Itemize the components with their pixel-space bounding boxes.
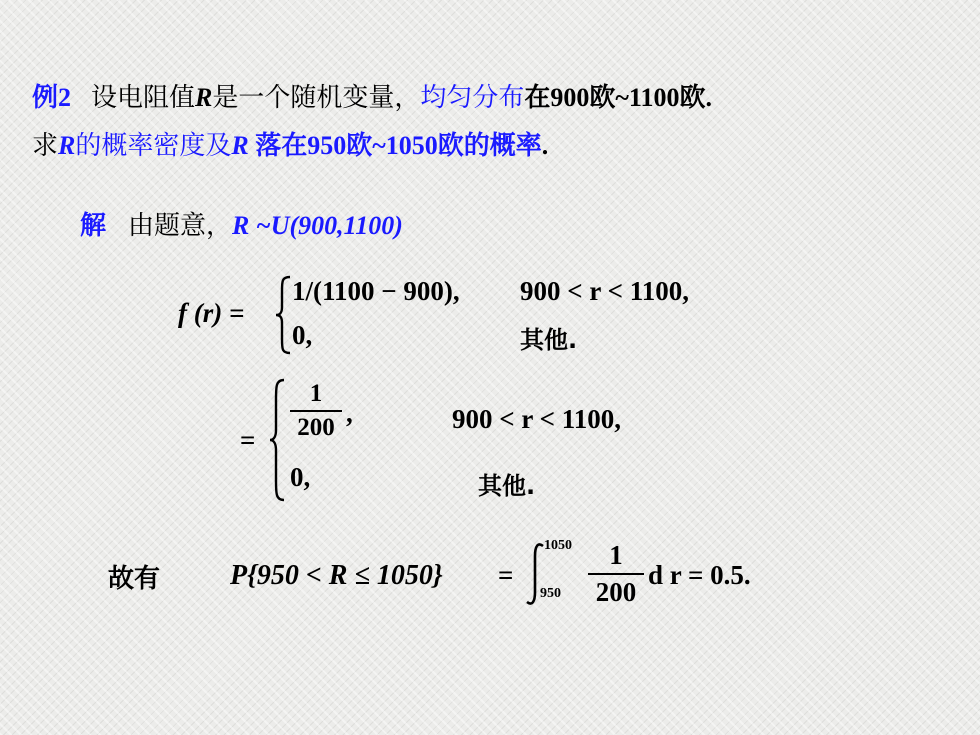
density1-case2-cond: 其他. [520,326,578,354]
result-equals: = [498,560,514,590]
probability-expression: P{950 < R ≤ 1050} [230,560,443,591]
density2-case2-cond: 其他. [478,472,536,500]
integral-upper-limit: 1050 [544,538,572,553]
fraction-numerator: 1 [309,380,323,407]
integrand-bar [588,573,644,575]
density1-case1-cond: 900 < r < 1100, [520,276,690,306]
problem-text-d: 的概率密度及 [75,131,232,161]
integral-lower-limit: 950 [540,586,561,601]
density1-case2-expr: 0, [292,320,313,350]
variable-r-3: R [231,131,249,160]
fraction-denominator: 200 [297,414,335,441]
left-brace-2 [268,378,288,502]
distribution-statement: R ~U(900,1100) [232,211,403,240]
integrand-numerator: 1 [609,540,623,570]
fraction-comma: , [346,398,353,428]
density2-case2-expr: 0, [290,462,311,492]
left-brace-1 [274,275,294,355]
example-label: 例2 [32,83,72,112]
variable-r: R [195,83,213,112]
problem-text-c: 在900欧~1100欧. [524,83,712,112]
ask-prefix: 求 [32,131,59,161]
density-lhs: f (r) = [178,298,245,328]
integrand-fraction [588,540,644,608]
variable-r-2: R [58,131,76,160]
problem-text-a: 设电阻值 [91,83,196,113]
problem-period: . [541,131,549,160]
result-label: 故有 [108,564,161,594]
density2-equals: = [240,425,256,455]
fraction-1-over-200 [290,380,342,442]
problem-text-e: 落在950欧~1050欧的概率 [248,131,542,160]
solution-intro: 由题意， [128,211,233,241]
uniform-distribution-term: 均匀分布 [420,83,525,113]
problem-line-1 [32,82,712,114]
integrand-denominator: 200 [595,577,637,607]
solution-label: 解 [80,211,107,241]
density1-case1-expr: 1/(1100 − 900), [292,276,460,306]
problem-line-2 [32,130,548,162]
solution-line [80,210,403,242]
problem-text-b: 是一个随机变量， [212,83,421,113]
density2-case1-cond: 900 < r < 1100, [452,404,622,434]
result-tail: d r = 0.5. [648,560,751,590]
fraction-bar [290,410,342,412]
